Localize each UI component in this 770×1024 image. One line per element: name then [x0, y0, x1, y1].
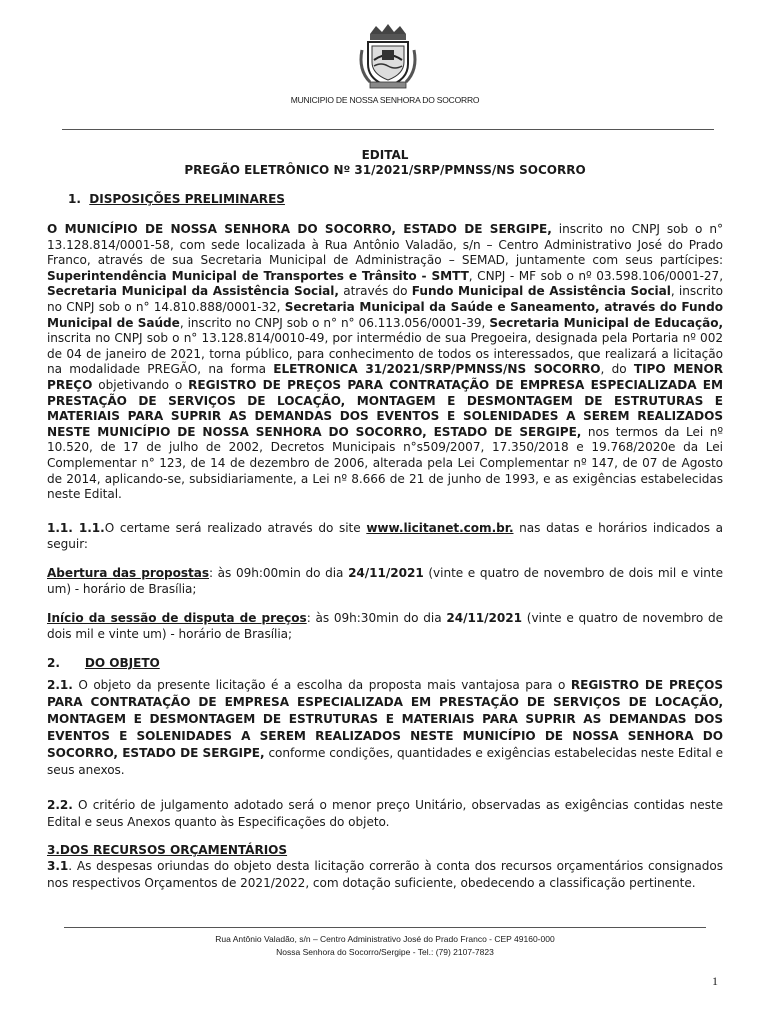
intro-segment: através do — [338, 284, 412, 299]
intro-segment: Superintendência Municipal de Transportes e Trânsito - SMTT — [47, 268, 469, 283]
intro-segment: REGISTRO DE PREÇOS PARA CONTRATAÇÃO DE EMPRESA ESPECIALIZADA EM PRESTAÇÃO DE SERVIÇOS DE LOCAÇÃO, MONTAGEM E DESMONTAGEM DE ESTRUTURAS E MATERIAIS PARA SUPRIR AS DEMANDAS DOS EVENTOS E SOLENIDADES A SEREM REALIZADOS NESTE MUNICÍPIO DE NOSSA SENHORA DO SOCORRO, ESTADO DE SERGIPE, — [47, 377, 723, 439]
inicio-sessao: Início da sessão de disputa de preços: às 09h:30min do dia 24/11/2021 (vinte e quatro de novembro de dois mil e vinte um) - horário de Brasília; — [47, 611, 723, 641]
footer-address: Rua Antônio Valadão, s/n – Centro Administrativo José do Prado Franco - CEP 49160-000 — [215, 934, 555, 944]
intro-segment: Secretaria Municipal da Assistência Social, — [47, 284, 339, 299]
intro-segment: , do — [600, 362, 634, 377]
intro-segment: Fundo Municipal de Assistência Social — [411, 284, 671, 299]
intro-segment: inscrito no CNPJ sob o n° 13.128.814/0001-58, com sede localizada à Rua Antônio Valadão, s/n – Centro Administrativo José do Prado Franco, através de sua Secretaria Municipal de Administração – SEMAD, juntamente com seus partícipes: — [47, 222, 723, 268]
document-subtitle: PREGÃO ELETRÔNICO Nº 31/2021/SRP/PMNSS/NS SOCORRO — [184, 163, 586, 177]
item-2-2: 2.2. O critério de julgamento adotado será o menor preço Unitário, observadas as exigências contidas neste Edital e seus Anexos quanto às Especificações do objeto. — [47, 798, 723, 829]
intro-segment: TIPO MENOR PREÇO — [47, 362, 723, 392]
page-number: 1 — [712, 974, 718, 988]
section-3-heading: 3.DOS RECURSOS ORÇAMENTÁRIOS — [47, 843, 288, 857]
intro-segment: nos termos da Lei nº 10.520, de 17 de julho de 2002, Decretos Municipais n°s509/2007, 17.350/2018 e 19.768/2020e da Lei Complementar n° 123, de 14 de dezembro de 2006, alterada pela Lei Complementar nº 147, de 07 de Agosto de 2014, aplicando-se, subsidiariamente, a Lei nº 8.666 de 21 de junho de 1993, e as exigências estabelecidas neste Edital. — [47, 424, 723, 502]
abertura-propostas: Abertura das propostas: às 09h:00min do dia 24/11/2021 (vinte e quatro de novembro de dois mil e vinte um) - horário de Brasília; — [47, 566, 723, 596]
footer-city-phone: Nossa Senhora do Socorro/Sergipe - Tel.: (79) 2107-7823 — [276, 947, 494, 957]
municipal-coat-of-arms-icon — [356, 20, 420, 92]
intro-paragraph — [47, 222, 723, 503]
site-link[interactable]: www.licitanet.com.br. — [366, 521, 514, 535]
intro-segment: , CNPJ - MF sob o nº 03.598.106/0001-27, — [468, 268, 723, 283]
section-2-heading: 2. DO OBJETO — [47, 656, 160, 670]
footer-divider — [64, 927, 706, 928]
item-2-1: 2.1. O objeto da presente licitação é a escolha da proposta mais vantajosa para o REGISTRO DE PREÇOS PARA CONTRATAÇÃO DE EMPRESA ESPECIALIZADA EM PRESTAÇÃO DE SERVIÇOS DE LOCAÇÃO, MONTAGEM E DESMONTAGEM DE ESTRUTURAS E MATERIAIS PARA SUPRIR AS DEMANDAS DOS EVENTOS E SOLENIDADES A SEREM REALIZADOS NESTE MUNICÍPIO DE NOSSA SENHORA DO SOCORRO, ESTADO DE SERGIPE, conforme condições, quantidades e exigências estabelecidas neste Edital e seus anexos. — [47, 678, 723, 777]
section-1-heading: 1. DISPOSIÇÕES PRELIMINARES — [68, 192, 285, 206]
header-divider — [62, 129, 714, 130]
municipality-header: MUNICIPIO DE NOSSA SENHORA DO SOCORRO — [290, 95, 480, 105]
intro-segment: O MUNICÍPIO DE NOSSA SENHORA DO SOCORRO, ESTADO DE SERGIPE, — [47, 222, 552, 236]
intro-segment: ELETRONICA 31/2021/SRP/PMNSS/NS SOCORRO — [273, 362, 601, 377]
intro-segment: objetivando o — [92, 377, 189, 392]
intro-segment: Secretaria Municipal da Saúde e Saneamento, através do Fundo Municipal de Saúde — [47, 299, 723, 330]
item-1-1: 1.1. 1.1.O certame será realizado através do site www.licitanet.com.br. nas datas e horários indicados a seguir: — [47, 521, 723, 551]
item-3-1: 3.1. As despesas oriundas do objeto desta licitação correrão à conta dos recursos orçamentários consignados nos respectivos Orçamentos de 2021/2022, com dotação suficiente, obedecendo a classificação pertinente. — [47, 859, 723, 890]
intro-segment: , inscrito no CNPJ sob o n° 14.810.888/0001-32, — [47, 284, 723, 314]
intro-segment: inscrita no CNPJ sob o n° 13.128.814/0010-49, por intermédio de sua Pregoeira, designada pela Portaria nº 002 de 04 de janeiro de 2021, torna público, para conhecimento de todos os interessados, que realizará a licitação na modalidade PREGÃO, na forma — [47, 331, 723, 377]
intro-segment: Secretaria Municipal de Educação, — [489, 315, 723, 330]
intro-segment: , inscrito no CNPJ sob o n° n° 06.113.056/0001-39, — [179, 315, 490, 330]
document-title: EDITAL — [361, 148, 409, 162]
